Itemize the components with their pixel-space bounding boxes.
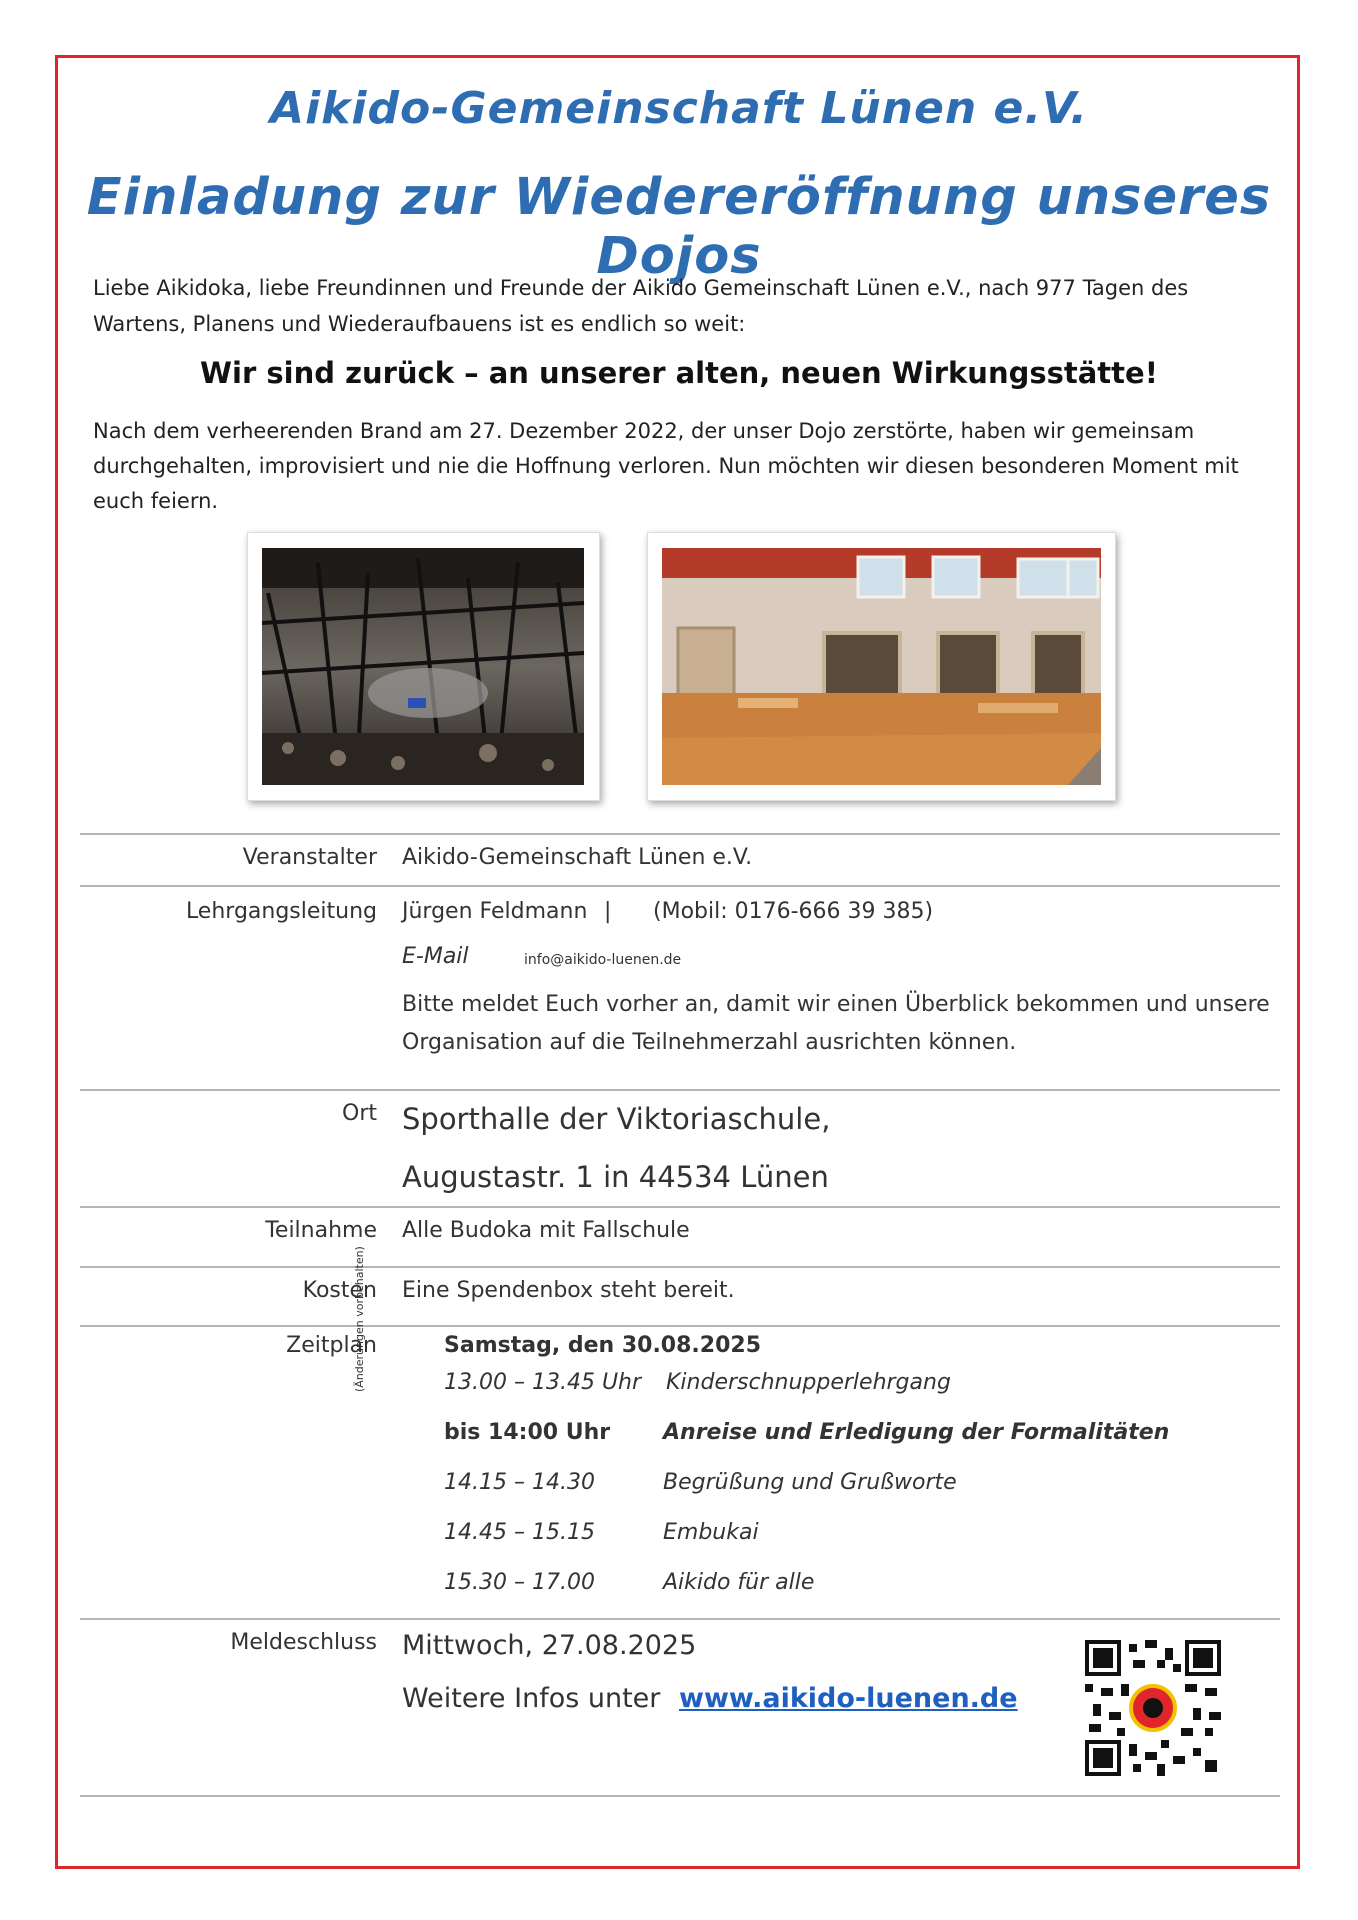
organizer-label: Veranstalter	[242, 845, 377, 870]
email-address[interactable]: info@aikido-luenen.de	[524, 952, 682, 968]
divider	[80, 1206, 1280, 1208]
schedule-desc: Begrüßung und Grußworte	[663, 1470, 957, 1495]
schedule-time: bis 14:00 Uhr	[444, 1420, 611, 1445]
schedule-time: 13.00 – 13.45 Uhr	[444, 1370, 642, 1395]
schedule-disclaimer: (Änderungen vorbehalten)	[353, 1246, 366, 1392]
invitation-title: Einladung zur Wiedereröffnung unseres Dojos	[86, 168, 1272, 286]
intro-text: Liebe Aikidoka, liebe Freundinnen und Freunde der Aikido Gemeinschaft Lünen e.V., nach 977 Tagen des Wartens, Planens und Wiederaufbauens ist es endlich so weit:	[93, 276, 1189, 336]
schedule-time: 14.45 – 15.15	[444, 1520, 595, 1545]
burned-dojo-image	[248, 533, 599, 800]
organizer-value: Aikido-Gemeinschaft Lünen e.V.	[402, 845, 753, 870]
participation-value: Alle Budoka mit Fallschule	[402, 1218, 690, 1243]
divider	[80, 1618, 1280, 1620]
more-info-prefix: Weitere Infos unter	[402, 1683, 661, 1714]
schedule-label: Zeitplan	[286, 1333, 377, 1358]
schedule-time: 15.30 – 17.00	[444, 1570, 595, 1595]
renovated-hall-image	[648, 533, 1115, 800]
costs-label: Kosten	[302, 1278, 377, 1303]
schedule-desc: Aikido für alle	[663, 1570, 815, 1595]
divider	[80, 1089, 1280, 1091]
story-paragraph: Nach dem verheerenden Brand am 27. Dezember 2022, der unser Dojo zerstörte, haben wir gemeinsam durchgehalten, improvisiert und nie die Hoffnung verloren. Nun möchten wir diesen besonderen Moment mit euch feiern.	[93, 419, 1239, 513]
participation-label: Teilnahme	[265, 1218, 377, 1243]
organization-title: Aikido-Gemeinschaft Lünen e.V.	[270, 83, 1088, 134]
instructor-name: Jürgen Feldmann	[402, 899, 588, 924]
qr-code-icon	[1085, 1640, 1221, 1776]
email-label: E-Mail	[402, 944, 469, 969]
location-line1: Sporthalle der Viktoriaschule,	[402, 1102, 831, 1136]
divider	[80, 885, 1280, 887]
website-link[interactable]: www.aikido-luenen.de	[679, 1683, 1018, 1714]
qr-code[interactable]	[1085, 1640, 1221, 1776]
schedule-desc: Embukai	[663, 1520, 759, 1545]
renovated-hall-photo	[647, 532, 1116, 801]
instructor-label: Lehrgangsleitung	[185, 899, 377, 924]
divider	[80, 1795, 1280, 1797]
registration-note: Bitte meldet Euch vorher an, damit wir einen Überblick bekommen und unsere Organisation auf die Teilnehmerzahl ausrichten können.	[402, 992, 1270, 1055]
deadline-label: Meldeschluss	[230, 1630, 377, 1655]
divider	[80, 1325, 1280, 1327]
schedule-desc: Kinderschnupperlehrgang	[666, 1370, 951, 1395]
location-line2: Augustastr. 1 in 44534 Lünen	[402, 1160, 829, 1194]
schedule-date: Samstag, den 30.08.2025	[444, 1333, 762, 1358]
costs-value: Eine Spendenbox steht bereit.	[402, 1278, 735, 1303]
headline: Wir sind zurück – an unserer alten, neuen Wirkungsstätte!	[200, 356, 1158, 390]
location-label: Ort	[342, 1101, 377, 1126]
instructor-separator: |	[604, 899, 612, 924]
divider	[80, 833, 1280, 835]
burned-dojo-photo	[247, 532, 600, 801]
divider	[80, 1266, 1280, 1268]
deadline-value: Mittwoch, 27.08.2025	[402, 1630, 697, 1661]
instructor-phone: (Mobil: 0176-666 39 385)	[653, 899, 934, 924]
schedule-desc: Anreise und Erledigung der Formalitäten	[663, 1420, 1170, 1445]
more-info	[402, 1683, 1018, 1714]
schedule-time: 14.15 – 14.30	[444, 1470, 595, 1495]
